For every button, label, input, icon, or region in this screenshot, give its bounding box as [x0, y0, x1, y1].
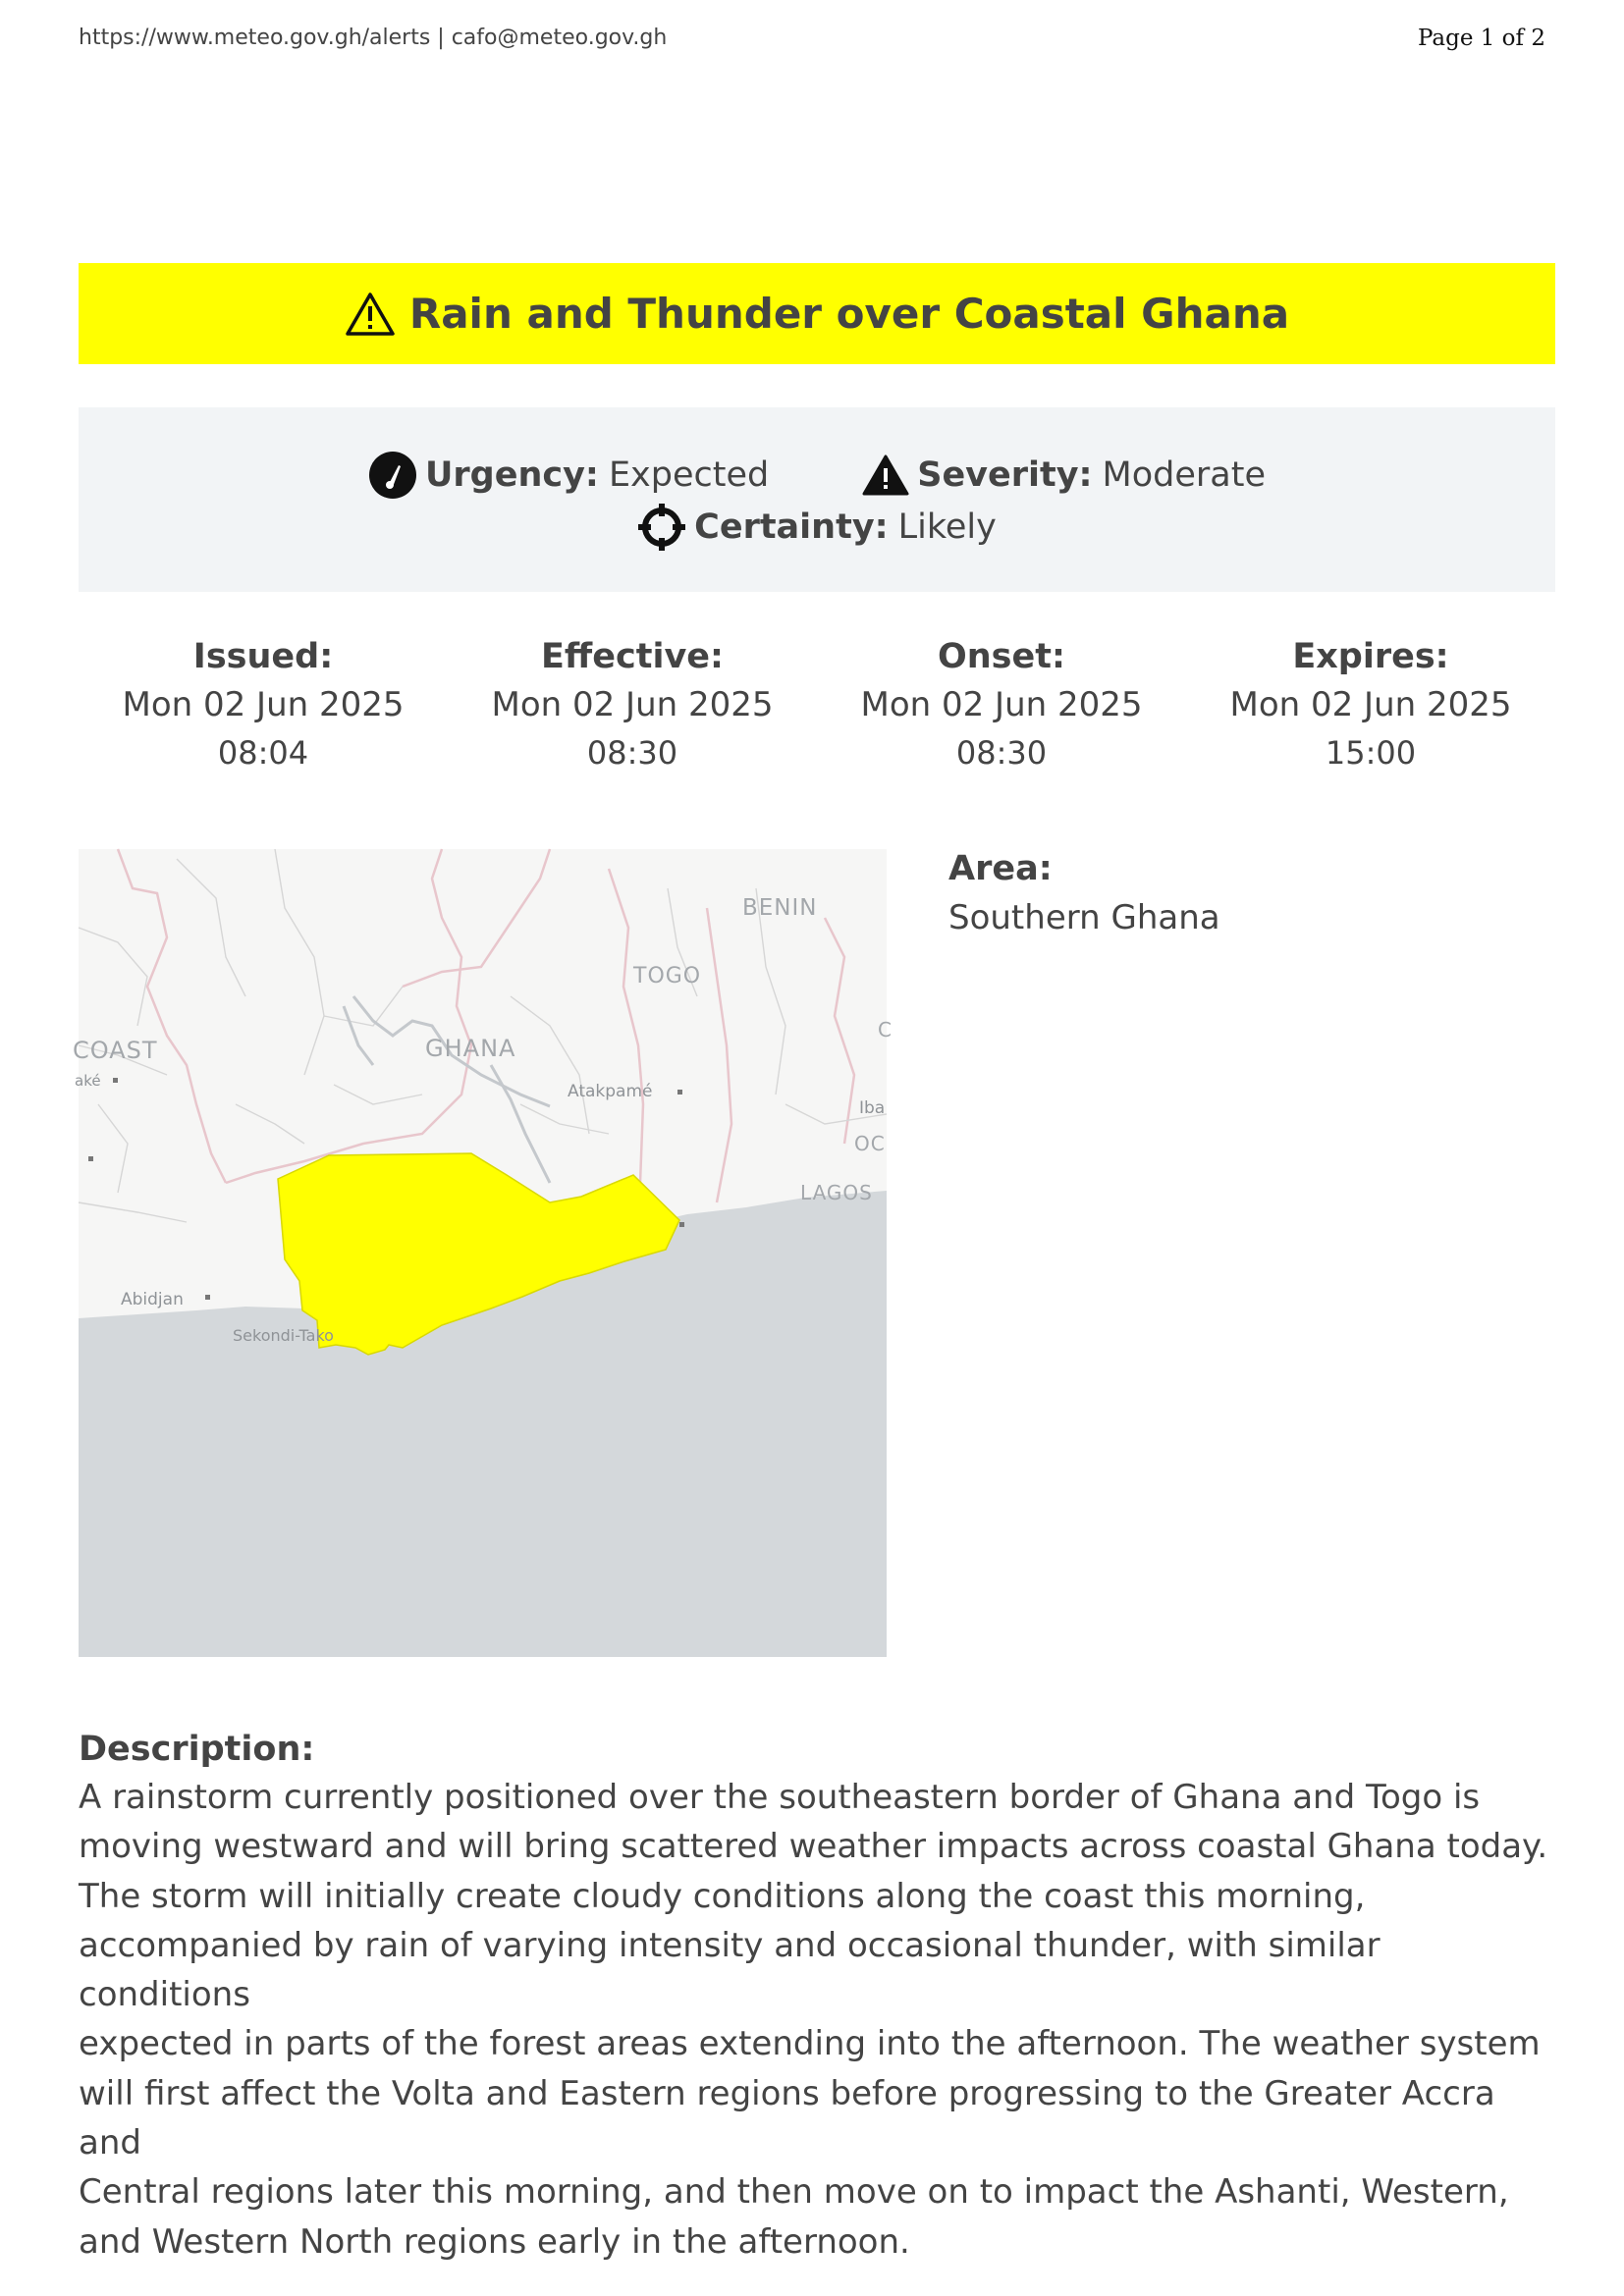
- description-line: will first affect the Volta and Eastern regions before progressing to the Greater Accra and: [79, 2073, 1495, 2163]
- certainty-label: Certainty:: [694, 507, 889, 547]
- meta-row-bottom: [79, 503, 1555, 552]
- label-ghana: GHANA: [425, 1035, 516, 1062]
- gauge-icon: [368, 451, 417, 500]
- label-lagos: LAGOS: [800, 1181, 873, 1204]
- page-number: Page 1 of 2: [1417, 26, 1545, 51]
- warning-triangle-icon: [345, 292, 396, 337]
- urgency-value: Expected: [608, 455, 770, 495]
- warning-filled-icon: [862, 454, 909, 496]
- header-url-email: https://www.meteo.gov.gh/alerts | cafo@meteo.gov.gh: [79, 26, 668, 50]
- alert-area-map: [73, 849, 892, 1657]
- meta-row-top: [79, 451, 1555, 500]
- description-line: The storm will initially create cloudy conditions along the coast this morning,: [79, 1876, 1366, 1916]
- label-benin: BENIN: [742, 895, 818, 921]
- description-line: A rainstorm currently positioned over the southeastern border of Ghana and Togo is: [79, 1778, 1481, 1817]
- issued-time: 08:04: [217, 734, 309, 772]
- urgency: [368, 451, 769, 500]
- description-text: [79, 1773, 1555, 2267]
- expires-date: Mon 02 Jun 2025: [1229, 685, 1512, 724]
- label-iba: Iba: [859, 1098, 886, 1118]
- description-line: Central regions later this morning, and then move on to impact the Ashanti, Western,: [79, 2172, 1509, 2213]
- alert-meta-box: [79, 407, 1555, 592]
- area-value: Southern Ghana: [948, 898, 1220, 937]
- label-togo: TOGO: [633, 964, 702, 988]
- crosshair-icon: [637, 503, 686, 552]
- description-line: accompanied by rain of varying intensity and occasional thunder, with similar conditions: [79, 1925, 1380, 2015]
- effective-label: Effective:: [540, 637, 725, 676]
- onset-time: 08:30: [955, 734, 1048, 772]
- city-dot-yake: [113, 1078, 118, 1083]
- effective: [448, 633, 817, 776]
- issued: [79, 633, 448, 776]
- label-yake: aké: [75, 1072, 101, 1090]
- description-section: [79, 1726, 1555, 2267]
- onset-label: Onset:: [938, 637, 1065, 676]
- severity-label: Severity:: [917, 455, 1093, 495]
- alert-banner: [79, 263, 1555, 364]
- map-canvas: [73, 849, 892, 1657]
- expires-label: Expires:: [1292, 637, 1449, 676]
- city-dot-atakpame: [677, 1090, 682, 1095]
- onset-date: Mon 02 Jun 2025: [860, 685, 1143, 724]
- certainty: [637, 503, 997, 552]
- issued-date: Mon 02 Jun 2025: [122, 685, 405, 724]
- city-dot-accra: [679, 1222, 684, 1227]
- onset: [817, 633, 1186, 776]
- city-dot-west: [88, 1156, 93, 1161]
- severity-value: Moderate: [1102, 455, 1267, 495]
- description-line: moving westward and will bring scattered weather impacts across coastal Ghana today.: [79, 1827, 1548, 1867]
- alert-title: Rain and Thunder over Coastal Ghana: [408, 290, 1290, 338]
- label-oo: OC: [854, 1132, 886, 1155]
- description-label: Description:: [79, 1730, 315, 1769]
- label-coast: COAST: [73, 1037, 158, 1064]
- issued-label: Issued:: [192, 637, 334, 676]
- area-section: [948, 844, 1220, 942]
- label-abidjan: Abidjan: [121, 1290, 184, 1309]
- effective-date: Mon 02 Jun 2025: [491, 685, 774, 724]
- area-label: Area:: [948, 849, 1053, 888]
- certainty-value: Likely: [897, 507, 997, 547]
- label-sekondi: Sekondi-Tako: [233, 1326, 334, 1345]
- label-atakpame: Atakpamé: [568, 1082, 653, 1101]
- severity: [862, 454, 1266, 496]
- effective-time: 08:30: [586, 734, 678, 772]
- label-c-edge: C: [878, 1018, 892, 1041]
- alert-dates: [79, 633, 1555, 776]
- expires-time: 15:00: [1325, 734, 1417, 772]
- description-line: and Western North regions early in the afternoon.: [79, 2221, 910, 2262]
- description-line: expected in parts of the forest areas extending into the afternoon. The weather system: [79, 2024, 1541, 2064]
- expires: [1186, 633, 1555, 776]
- urgency-label: Urgency:: [424, 455, 599, 495]
- city-dot-abidjan: [205, 1295, 210, 1300]
